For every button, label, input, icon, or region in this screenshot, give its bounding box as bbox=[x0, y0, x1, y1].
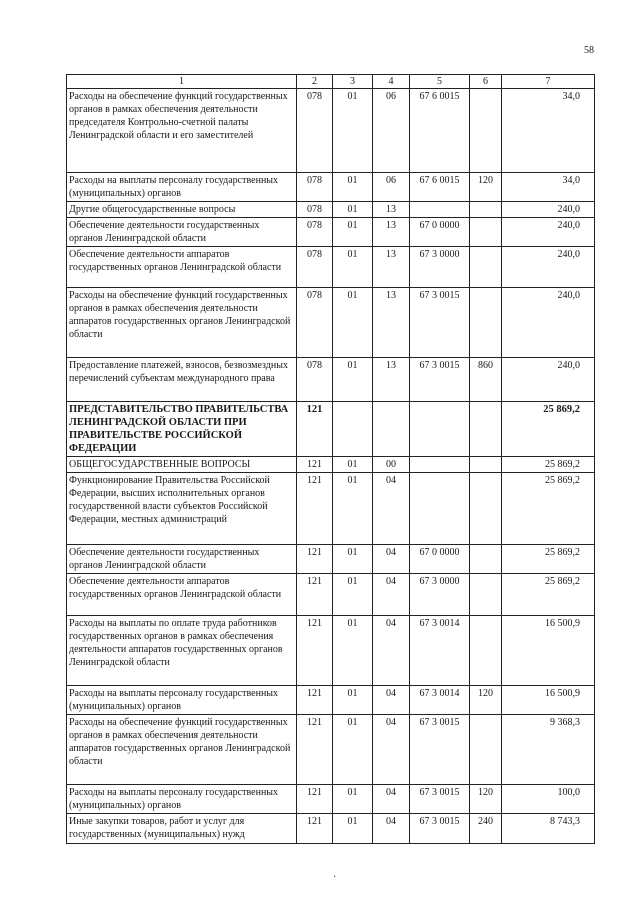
target-article-cell: 67 6 0015 bbox=[410, 173, 470, 202]
expense-type-cell bbox=[470, 457, 502, 473]
section-code-cell: 01 bbox=[333, 218, 373, 247]
subsection-code-cell: 04 bbox=[373, 814, 410, 844]
amount-cell: 240,0 bbox=[502, 358, 595, 402]
table-row bbox=[67, 89, 595, 173]
subsection-code-cell: 04 bbox=[373, 686, 410, 715]
row-name-cell: Обеспечение деятельности государственных органов Ленинградской области bbox=[67, 218, 297, 247]
amount-cell: 100,0 bbox=[502, 785, 595, 814]
amount-cell: 34,0 bbox=[502, 89, 595, 173]
ministry-code-cell: 121 bbox=[297, 616, 333, 686]
table-row bbox=[67, 402, 595, 457]
table-row bbox=[67, 173, 595, 202]
table-row bbox=[67, 814, 595, 844]
ministry-code-cell: 121 bbox=[297, 814, 333, 844]
table-row bbox=[67, 457, 595, 473]
section-code-cell: 01 bbox=[333, 574, 373, 616]
expense-type-cell bbox=[470, 402, 502, 457]
table-row bbox=[67, 574, 595, 616]
table-row bbox=[67, 616, 595, 686]
amount-cell: 34,0 bbox=[502, 173, 595, 202]
section-code-cell bbox=[333, 402, 373, 457]
column-header: 1 bbox=[67, 75, 297, 89]
target-article-cell: 67 0 0000 bbox=[410, 218, 470, 247]
row-name-cell: Расходы на выплаты по оплате труда работников государственных органов в рамках обеспечения деятельности аппаратов государственных органов Ленинградской области bbox=[67, 616, 297, 686]
page-number: 58 bbox=[584, 45, 594, 56]
target-article-cell bbox=[410, 473, 470, 545]
ministry-code-cell: 078 bbox=[297, 173, 333, 202]
expense-type-cell: 120 bbox=[470, 686, 502, 715]
table-row bbox=[67, 247, 595, 288]
amount-cell: 25 869,2 bbox=[502, 457, 595, 473]
amount-cell: 25 869,2 bbox=[502, 574, 595, 616]
row-name-cell: Иные закупки товаров, работ и услуг для государственных (муниципальных) нужд bbox=[67, 814, 297, 844]
row-name-cell: Другие общегосударственные вопросы bbox=[67, 202, 297, 218]
expense-type-cell: 860 bbox=[470, 358, 502, 402]
subsection-code-cell: 04 bbox=[373, 574, 410, 616]
table-row bbox=[67, 218, 595, 247]
target-article-cell bbox=[410, 457, 470, 473]
expense-type-cell bbox=[470, 202, 502, 218]
expense-type-cell bbox=[470, 616, 502, 686]
amount-cell: 25 869,2 bbox=[502, 545, 595, 574]
column-header: 6 bbox=[470, 75, 502, 89]
subsection-code-cell: 04 bbox=[373, 715, 410, 785]
expense-type-cell bbox=[470, 473, 502, 545]
column-header: 7 bbox=[502, 75, 595, 89]
target-article-cell: 67 6 0015 bbox=[410, 89, 470, 173]
ministry-code-cell: 078 bbox=[297, 358, 333, 402]
target-article-cell: 67 3 0000 bbox=[410, 247, 470, 288]
amount-cell: 16 500,9 bbox=[502, 686, 595, 715]
subsection-code-cell: 04 bbox=[373, 473, 410, 545]
target-article-cell bbox=[410, 202, 470, 218]
table-row bbox=[67, 358, 595, 402]
table-row bbox=[67, 288, 595, 358]
section-code-cell: 01 bbox=[333, 247, 373, 288]
amount-cell: 8 743,3 bbox=[502, 814, 595, 844]
expense-type-cell bbox=[470, 715, 502, 785]
section-code-cell: 01 bbox=[333, 473, 373, 545]
subsection-code-cell: 13 bbox=[373, 202, 410, 218]
section-code-cell: 01 bbox=[333, 173, 373, 202]
target-article-cell: 67 3 0000 bbox=[410, 574, 470, 616]
ministry-code-cell: 121 bbox=[297, 457, 333, 473]
amount-cell: 16 500,9 bbox=[502, 616, 595, 686]
column-header: 2 bbox=[297, 75, 333, 89]
ministry-code-cell: 121 bbox=[297, 715, 333, 785]
expense-type-cell bbox=[470, 545, 502, 574]
target-article-cell: 67 3 0015 bbox=[410, 288, 470, 358]
expense-type-cell bbox=[470, 247, 502, 288]
row-name-cell: Расходы на выплаты персоналу государственных (муниципальных) органов bbox=[67, 173, 297, 202]
subsection-code-cell: 04 bbox=[373, 616, 410, 686]
expense-type-cell bbox=[470, 288, 502, 358]
target-article-cell bbox=[410, 402, 470, 457]
ministry-code-cell: 121 bbox=[297, 686, 333, 715]
table-row bbox=[67, 715, 595, 785]
section-code-cell: 01 bbox=[333, 616, 373, 686]
ministry-code-cell: 121 bbox=[297, 545, 333, 574]
expense-type-cell: 240 bbox=[470, 814, 502, 844]
ministry-code-cell: 078 bbox=[297, 202, 333, 218]
ministry-code-cell: 121 bbox=[297, 473, 333, 545]
expense-type-cell bbox=[470, 89, 502, 173]
subsection-code-cell: 13 bbox=[373, 218, 410, 247]
row-name-cell: Функционирование Правительства Российской Федерации, высших исполнительных органов государственной власти субъектов Российской Федерации, местных администраций bbox=[67, 473, 297, 545]
table-row bbox=[67, 785, 595, 814]
amount-cell: 240,0 bbox=[502, 218, 595, 247]
section-code-cell: 01 bbox=[333, 89, 373, 173]
ministry-code-cell: 121 bbox=[297, 574, 333, 616]
subsection-code-cell: 06 bbox=[373, 89, 410, 173]
subsection-code-cell: 04 bbox=[373, 785, 410, 814]
target-article-cell: 67 3 0015 bbox=[410, 785, 470, 814]
subsection-code-cell: 00 bbox=[373, 457, 410, 473]
ministry-code-cell: 078 bbox=[297, 89, 333, 173]
table-header-row bbox=[67, 75, 595, 89]
table-row bbox=[67, 202, 595, 218]
row-name-cell: ПРЕДСТАВИТЕЛЬСТВО ПРАВИТЕЛЬСТВА ЛЕНИНГРАДСКОЙ ОБЛАСТИ ПРИ ПРАВИТЕЛЬСТВЕ РОССИЙСКОЙ ФЕДЕРАЦИИ bbox=[67, 402, 297, 457]
target-article-cell: 67 0 0000 bbox=[410, 545, 470, 574]
row-name-cell: Расходы на выплаты персоналу государственных (муниципальных) органов bbox=[67, 785, 297, 814]
section-code-cell: 01 bbox=[333, 814, 373, 844]
subsection-code-cell: 13 bbox=[373, 288, 410, 358]
ministry-code-cell: 078 bbox=[297, 247, 333, 288]
target-article-cell: 67 3 0015 bbox=[410, 358, 470, 402]
ministry-code-cell: 121 bbox=[297, 402, 333, 457]
row-name-cell: Обеспечение деятельности государственных органов Ленинградской области bbox=[67, 545, 297, 574]
column-header: 4 bbox=[373, 75, 410, 89]
row-name-cell: Расходы на обеспечение функций государственных органов в рамках обеспечения деятельности аппаратов государственных органов Ленинградской области bbox=[67, 288, 297, 358]
ministry-code-cell: 078 bbox=[297, 218, 333, 247]
row-name-cell: Обеспечение деятельности аппаратов государственных органов Ленинградской области bbox=[67, 247, 297, 288]
section-code-cell: 01 bbox=[333, 358, 373, 402]
amount-cell: 240,0 bbox=[502, 288, 595, 358]
row-name-cell: Предоставление платежей, взносов, безвозмездных перечислений субъектам международного права bbox=[67, 358, 297, 402]
amount-cell: 9 368,3 bbox=[502, 715, 595, 785]
expense-type-cell: 120 bbox=[470, 173, 502, 202]
section-code-cell: 01 bbox=[333, 202, 373, 218]
footer-mark: · bbox=[333, 872, 337, 883]
subsection-code-cell bbox=[373, 402, 410, 457]
amount-cell: 25 869,2 bbox=[502, 402, 595, 457]
column-header: 3 bbox=[333, 75, 373, 89]
row-name-cell: Обеспечение деятельности аппаратов государственных органов Ленинградской области bbox=[67, 574, 297, 616]
section-code-cell: 01 bbox=[333, 457, 373, 473]
target-article-cell: 67 3 0015 bbox=[410, 715, 470, 785]
table-row bbox=[67, 545, 595, 574]
subsection-code-cell: 13 bbox=[373, 247, 410, 288]
section-code-cell: 01 bbox=[333, 686, 373, 715]
row-name-cell: Расходы на выплаты персоналу государственных (муниципальных) органов bbox=[67, 686, 297, 715]
expense-type-cell: 120 bbox=[470, 785, 502, 814]
expense-type-cell bbox=[470, 574, 502, 616]
subsection-code-cell: 04 bbox=[373, 545, 410, 574]
target-article-cell: 67 3 0014 bbox=[410, 686, 470, 715]
subsection-code-cell: 13 bbox=[373, 358, 410, 402]
amount-cell: 240,0 bbox=[502, 202, 595, 218]
amount-cell: 240,0 bbox=[502, 247, 595, 288]
column-header: 5 bbox=[410, 75, 470, 89]
ministry-code-cell: 121 bbox=[297, 785, 333, 814]
subsection-code-cell: 06 bbox=[373, 173, 410, 202]
amount-cell: 25 869,2 bbox=[502, 473, 595, 545]
row-name-cell: ОБЩЕГОСУДАРСТВЕННЫЕ ВОПРОСЫ bbox=[67, 457, 297, 473]
target-article-cell: 67 3 0015 bbox=[410, 814, 470, 844]
section-code-cell: 01 bbox=[333, 715, 373, 785]
budget-table bbox=[66, 74, 595, 844]
section-code-cell: 01 bbox=[333, 785, 373, 814]
row-name-cell: Расходы на обеспечение функций государственных органов в рамках обеспечения деятельности председателя Контрольно-счетной палаты Ленинградской области и его заместителей bbox=[67, 89, 297, 173]
row-name-cell: Расходы на обеспечение функций государственных органов в рамках обеспечения деятельности аппаратов государственных органов Ленинградской области bbox=[67, 715, 297, 785]
table-row bbox=[67, 686, 595, 715]
target-article-cell: 67 3 0014 bbox=[410, 616, 470, 686]
section-code-cell: 01 bbox=[333, 288, 373, 358]
ministry-code-cell: 078 bbox=[297, 288, 333, 358]
section-code-cell: 01 bbox=[333, 545, 373, 574]
table-row bbox=[67, 473, 595, 545]
expense-type-cell bbox=[470, 218, 502, 247]
